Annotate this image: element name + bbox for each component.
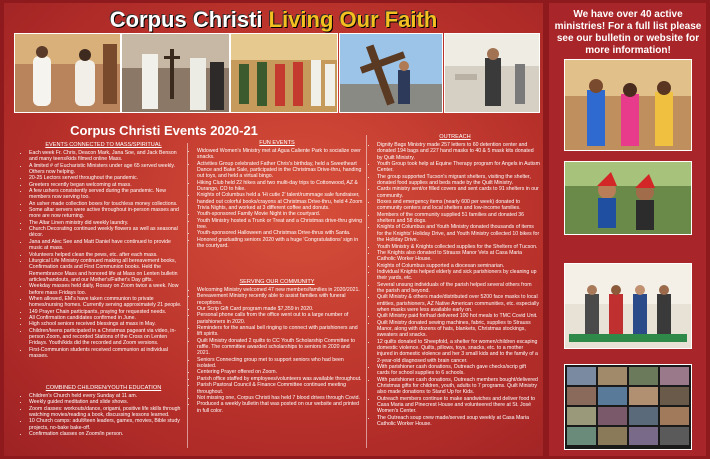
list-item: • Members of the community supplied 51 families and donated 36 shelters and 58 dogs. <box>377 212 540 225</box>
list-item: • Centering Prayer offered on Zoom. <box>197 369 364 375</box>
section-heading: OUTREACH <box>439 134 471 140</box>
list-item: • Boxes and emergency items (nearly 600 per week) donated to community centers and local shelters and low-income families. <box>377 199 540 212</box>
list-item: • The Altar Linen ministry did weekly laundry. <box>29 220 185 226</box>
main-panel <box>4 3 543 456</box>
list-item: • First-Communion students received communion at individual masses. <box>29 347 185 360</box>
ministries-notice: We have over 40 active ministries! For a full list please see our bulletin or website for more information! <box>554 9 702 56</box>
list-item: • Hiking Club held 22 hikes and two multi-day trips to Cottonwood, AZ & Durango, CO to hike. <box>197 180 364 193</box>
fun-events-section <box>190 140 364 250</box>
list-item: • Personal phone calls from the office went out to a large number of parishioners in 2020. <box>197 312 364 325</box>
list-item: • Youth-sponsored Family Movie Night in the courtyard. <box>197 211 364 217</box>
list-item: • Our Scrip Gift Card program made $7,359 in 2020. <box>197 306 364 312</box>
list-item: • The group supported Tucson's migrant shelters, visiting the shelter, donated food supplies and beds made by the Quilt Ministry. <box>377 174 540 187</box>
list-item: • Individual Knights helped elderly and sick parishioners by cleaning up their yards, etc. <box>377 269 540 282</box>
list-item: • Outreach members continue to make sandwiches and deliver food to Casa Maria and Pinecrest House and volunteered there at St. José Women's Center. <box>377 396 540 415</box>
list-item: • Parish Pastoral Council & Finance Committee continued meeting throughout. <box>197 382 364 395</box>
list-item: • The Outreach soup crew made/served soup weekly at Casa Maria Catholic Worker House. <box>377 415 540 428</box>
list-item: • Weekday masses held daily, Rosary on Zoom twice a week. Now before mass Fridays too. <box>29 283 185 296</box>
list-item: • Children/teens participated in a Christmas pageant via video, in-person Zoom, and recorded Stations of the Cross on Lenten Fridays. Youth/kids did the recorded and Zoom versions. <box>29 328 185 347</box>
list-item: • Jana and Alec See and Matt Daniel have continued to provide music at mass. <box>29 239 185 252</box>
list-item: • Children's Church held every Sunday at 11 am. <box>29 393 185 399</box>
serving-community-list <box>190 287 364 414</box>
list-item: • Each week Fr. Chris, Deacon Mark, Jana Soe, and Jack Benson and many teens/kids filmed online Mass. <box>29 150 185 163</box>
list-item: • Church Decorating continued weekly flowers as well as seasonal décor. <box>29 226 185 239</box>
list-item: • With parishioner cash donations, Outreach gave checks/scrip gift cards for school supplies to 6 schools. <box>377 364 540 377</box>
list-item: • Knights of Columbus supported a diocesan seminarian. <box>377 263 540 269</box>
list-item: • All Confirmation candidates confirmed in June. <box>29 315 185 321</box>
list-item: • When allowed, EM's have taken communion to private homes/nursing homes. Currently serving approximately 21 people. <box>29 296 185 309</box>
sidebar-panel <box>549 3 706 456</box>
children-youth-list <box>22 393 185 437</box>
list-item: • An usher made collection boxes for touchless money collections. <box>29 201 185 207</box>
list-item: • Youth Ministry hosted a Trunk or Treat and a Christmas drive-thru giving tree. <box>197 218 364 231</box>
photo-santa-hats <box>564 161 692 235</box>
list-item: • Some altar servers were active throughout in-person masses and more are now returning. <box>29 207 185 220</box>
list-item: • 12 quilts donated to Sheepfold, a shelter for women/children escaping domestic violence. Quilts, pillows, toys, snacks, etc. to a mother injured in domestic violence and her 3 small kids and to the family of a 2-year-old diagnosed with brain cancer. <box>377 339 540 364</box>
children-youth-section <box>22 385 185 437</box>
list-item: • Produced a weekly bulletin that was posted on our website and printed in full color. <box>197 401 364 414</box>
photo-cross-procession <box>339 33 443 113</box>
list-item: • A limited # of Eucharistic Ministers under age 65 served weekly. Others now helping. <box>29 163 185 176</box>
list-item: • High school seniors received blessings at mass in May. <box>29 321 185 327</box>
list-item: • A few ushers consistently served during the pandemic. New members now serving too. <box>29 188 185 201</box>
section-heading: COMBINED CHILDREN/YOUTH EDUCATION <box>45 385 162 391</box>
list-item: • Zoom classes: workouts/dance, origami, positive life skills through watching movies/reading a book, discussing lessons learned. <box>29 406 185 419</box>
list-item: • Widowed Women's Ministry met at Agua Caliente Park to socialize over snacks. <box>197 148 364 161</box>
list-item: • Volunteers helped clean the pews, etc. after each mass. <box>29 252 185 258</box>
photo-kids-masks <box>564 59 692 151</box>
mass-spiritual-section <box>22 142 185 359</box>
photo-altar-servers <box>121 33 230 113</box>
photo-confirmation-group <box>230 33 338 113</box>
list-item: • Activities Group celebrated Father Chris's birthday, held a Sweetheart Dance and Bake Sale, participated in the Christmas Drive-thru, handing out toys, and held a virtual bingo. <box>197 161 364 180</box>
title-part-1: Corpus Christi <box>109 7 263 32</box>
serving-community-section <box>190 279 364 414</box>
list-item: • Weekly guided meditation and slide shows. <box>29 399 185 405</box>
list-item: • Quilt Ministry & others made/distributed over 5200 face masks to local entities, parishioners, AZ Native American communities, etc. especially when masks were less available early on. <box>377 294 540 313</box>
list-item: • Youth Group took help at Equine Therapy program for Angels in Autism Center. <box>377 161 540 174</box>
list-item: • Quilt Ministry donated 2 quilts to CC Youth Scholarship Committee to raffle. The committee awarded scholarships to seniors in 2020 and 2021. <box>197 338 364 357</box>
outreach-section <box>370 134 540 427</box>
list-item: • Reminders for the annual bell ringing to connect with parishioners and lift spirits. <box>197 325 364 338</box>
events-title: Corpus Christi Events 2020-21 <box>70 123 258 138</box>
list-item: • 20-25 Lectors served throughout the pandemic. <box>29 175 185 181</box>
outreach-list <box>370 142 540 427</box>
section-heading: FUN EVENTS <box>259 140 295 146</box>
list-item: • Knights of Columbus held a 'Hi cutie 2' talent/rummage sale fundraiser, handed out colorful books/crayons at Christmas Drive-thru, held 4 Zoom Trivia Nights, and worked at 3 different coffee and donuts. <box>197 192 364 211</box>
list-item: • Liturgical Life Ministry continued making all bereavement books, Confirmation cards and First Communion books. Held the Remembrance Mass and honored life at Mass on Lenten bulletin articles/handouts, and our Mother's/Father's Day gifts. <box>29 258 185 283</box>
list-item: • With parishioner cash donations, Outreach members bought/delivered Christmas gifts for children, youth, adults to 7 programs. Quilt Ministry also made donations to Stand Up for Kids. <box>377 377 540 396</box>
photo-first-communion <box>14 33 121 113</box>
list-item: • Greeters recently began welcoming at mass. <box>29 182 185 188</box>
mass-spiritual-list <box>22 150 185 359</box>
list-item: • The Knights also donated to Strauss Manor Vets at Casa Maria Catholic Worker House. <box>377 250 540 263</box>
fun-events-list <box>190 148 364 250</box>
list-item: • Parish office staffed by employees/volunteers was available throughout. <box>197 376 364 382</box>
list-item: • Bereavement Ministry recently able to assist families with funeral receptions. <box>197 293 364 306</box>
list-item: • Cards ministry sent/or filled covers and sent cards to 91 shelters in our community. <box>377 186 540 199</box>
list-item: • Youth Ministry & Knights collected supplies for the Shelters of Tucson. <box>377 244 540 250</box>
title-part-2: Living Our Faith <box>268 7 438 32</box>
list-item: • Quilt Ministry donated sewing machines, fabric, supplies to Strauss Manor, along with dozens of hats, blankets, Christmas stockings, sweaters and snacks. <box>377 320 540 339</box>
section-heading: EVENTS CONNECTED TO MASS/SPIRITUAL <box>45 142 162 148</box>
list-item: • Seniors Connecting group met to support seniors who had been isolated. <box>197 357 364 370</box>
list-item: • Several unsung individuals of the parish helped several others from the parish and beyond. <box>377 282 540 295</box>
list-item: • 149 Prayer Chain participants, praying for requested needs. <box>29 309 185 315</box>
list-item: • Welcoming Ministry welcomed 47 new members/families in 2020/2021. <box>197 287 364 293</box>
list-item: • Quilt Ministry paid for/had delivered 100 hot meals to TMC Covid Unit. <box>377 313 540 319</box>
list-item: • Youth-sponsored Halloween and Christmas Drive-thrus with Santa. <box>197 230 364 236</box>
list-item: • Not missing one, Corpus Christi has held 7 blood drives through Covid. <box>197 395 364 401</box>
list-item: • Dignity Bags Ministry made 257 letters to 60 detention center and donated 194 bags and 227 hand masks to 40 & 5 mask kits donated by Quilt Ministry. <box>377 142 540 161</box>
photo-indoor-group <box>564 263 692 349</box>
section-heading: SERVING OUR COMMUNITY <box>239 279 315 285</box>
photo-zoom-grid <box>564 364 692 450</box>
list-item: • Confirmation classes on Zoom/in person. <box>29 431 185 437</box>
photo-outdoor-minister <box>444 33 540 113</box>
list-item: • 10 Church camps: adult/teen leaders, games, movies, Bible study projects, no-bake bake-off. <box>29 418 185 431</box>
list-item: • Knights of Columbus and Youth Ministry donated thousands of items for the Knights' Holiday Drive, and Youth Ministry collected 10 bikes for the Holiday Drive. <box>377 224 540 243</box>
page-title <box>4 7 543 33</box>
list-item: • Honored graduating seniors 2020 with a huge 'Congratulations' sign in the courtyard. <box>197 237 364 250</box>
